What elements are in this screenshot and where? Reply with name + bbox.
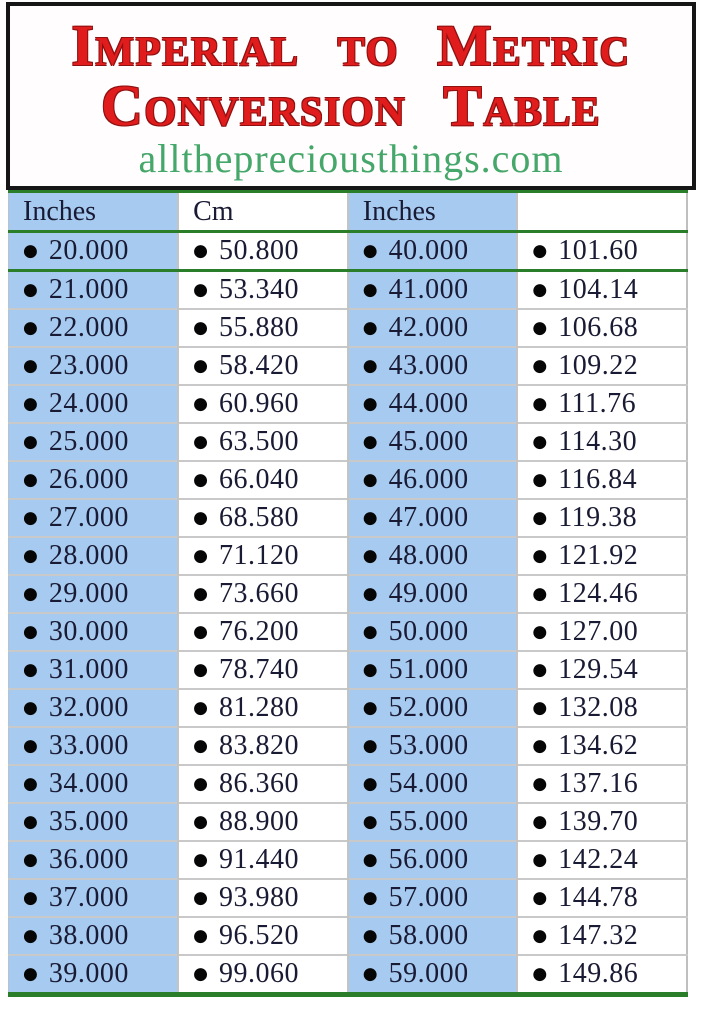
bullet-icon: ● [532, 888, 548, 908]
cell-value: 36.000 [48, 844, 129, 875]
bullet-icon: ● [532, 280, 548, 300]
cell-value: 96.520 [218, 920, 299, 951]
cell-value: 55.880 [218, 312, 299, 343]
table-row [9, 347, 688, 385]
bullet-icon: ● [23, 280, 38, 300]
inches-cell [9, 499, 179, 537]
bullet-icon: ● [23, 470, 38, 490]
bullet-icon: ● [23, 812, 38, 832]
cell-value: 60.960 [218, 388, 299, 419]
inches-cell [9, 651, 179, 689]
cell-value: 30.000 [48, 616, 129, 647]
bullet-icon: ● [362, 926, 378, 946]
table-row [9, 765, 688, 803]
bullet-icon: ● [362, 698, 378, 718]
cm-cell [178, 689, 348, 727]
cm-cell [517, 689, 687, 727]
bullet-icon: ● [362, 546, 378, 566]
cm-cell [178, 347, 348, 385]
inches-cell [9, 537, 179, 575]
cm-cell [178, 879, 348, 917]
website-text: allthepreciousthings.com [138, 136, 564, 181]
cm-cell [178, 803, 348, 841]
inches-cell [348, 955, 518, 995]
conversion-table-body [9, 232, 688, 995]
cm-cell [517, 803, 687, 841]
inches-cell [9, 727, 179, 765]
cm-cell [178, 423, 348, 461]
bullet-icon: ● [532, 356, 548, 376]
cm-cell [517, 879, 687, 917]
cell-value: 149.86 [558, 958, 639, 989]
inches-cell [348, 537, 518, 575]
table-row [9, 575, 688, 613]
cm-cell [178, 651, 348, 689]
col-header-inches-left: Inches [9, 192, 179, 232]
cell-value: 23.000 [48, 350, 129, 381]
cell-value: 50.800 [218, 235, 299, 266]
cell-value: 121.92 [558, 540, 639, 571]
cm-cell [178, 765, 348, 803]
bullet-icon: ● [362, 280, 378, 300]
bullet-icon: ● [23, 698, 38, 718]
bullet-icon: ● [532, 812, 548, 832]
cell-value: 29.000 [48, 578, 129, 609]
bullet-icon: ● [23, 432, 38, 452]
cell-value: 139.70 [558, 806, 639, 837]
inches-cell [348, 461, 518, 499]
cm-cell [178, 537, 348, 575]
bullet-icon: ● [193, 964, 208, 984]
bullet-icon: ● [362, 394, 378, 414]
bullet-icon: ● [532, 660, 548, 680]
inches-cell [348, 271, 518, 310]
cell-value: 31.000 [48, 654, 129, 685]
bullet-icon: ● [23, 660, 38, 680]
cm-cell [517, 423, 687, 461]
bullet-icon: ● [532, 470, 548, 490]
inches-cell [9, 423, 179, 461]
inches-cell [348, 727, 518, 765]
bullet-icon: ● [193, 812, 208, 832]
cm-cell [517, 765, 687, 803]
table-row [9, 537, 688, 575]
cell-value: 63.500 [218, 426, 299, 457]
bullet-icon: ● [193, 622, 208, 642]
bullet-icon: ● [362, 964, 378, 984]
bullet-icon: ● [532, 432, 548, 452]
cell-value: 56.000 [388, 844, 469, 875]
inches-cell [348, 575, 518, 613]
page-title-line1: Imperial to Metric [71, 13, 631, 78]
cell-value: 25.000 [48, 426, 129, 457]
cell-value: 26.000 [48, 464, 129, 495]
col-header-cm-left: Cm [178, 192, 348, 232]
bullet-icon: ● [193, 850, 208, 870]
cell-value: 41.000 [388, 274, 469, 305]
table-row [9, 309, 688, 347]
cell-value: 88.900 [218, 806, 299, 837]
bullet-icon: ● [193, 470, 208, 490]
cm-cell [178, 955, 348, 995]
cell-value: 48.000 [388, 540, 469, 571]
cell-value: 24.000 [48, 388, 129, 419]
bullet-icon: ● [193, 660, 208, 680]
cell-value: 68.580 [218, 502, 299, 533]
bullet-icon: ● [23, 888, 38, 908]
cm-cell [517, 271, 687, 310]
cm-cell [517, 841, 687, 879]
bullet-icon: ● [193, 888, 208, 908]
bullet-icon: ● [23, 584, 38, 604]
cell-value: 37.000 [48, 882, 129, 913]
col-header-cm-right [517, 192, 687, 232]
cell-value: 127.00 [558, 616, 639, 647]
cell-value: 51.000 [388, 654, 469, 685]
bullet-icon: ● [532, 774, 548, 794]
inches-cell [9, 879, 179, 917]
cm-cell [517, 461, 687, 499]
cell-value: 44.000 [388, 388, 469, 419]
cell-value: 45.000 [388, 426, 469, 457]
table-row [9, 689, 688, 727]
bullet-icon: ● [362, 660, 378, 680]
table-row [9, 385, 688, 423]
cm-cell [178, 271, 348, 310]
inches-cell [9, 232, 179, 271]
cm-cell [517, 955, 687, 995]
bullet-icon: ● [362, 584, 378, 604]
inches-cell [9, 765, 179, 803]
cm-cell [517, 613, 687, 651]
inches-cell [9, 575, 179, 613]
inches-cell [348, 841, 518, 879]
bullet-icon: ● [532, 546, 548, 566]
bullet-icon: ● [193, 394, 208, 414]
bullet-icon: ● [193, 356, 208, 376]
inches-cell [348, 423, 518, 461]
bullet-icon: ● [362, 850, 378, 870]
bullet-icon: ● [532, 508, 548, 528]
bullet-icon: ● [532, 584, 548, 604]
bullet-icon: ● [532, 964, 548, 984]
cm-cell [517, 537, 687, 575]
table-row [9, 879, 688, 917]
cell-value: 22.000 [48, 312, 129, 343]
cell-value: 21.000 [48, 274, 129, 305]
cell-value: 147.32 [558, 920, 639, 951]
bullet-icon: ● [532, 698, 548, 718]
cell-value: 54.000 [388, 768, 469, 799]
bullet-icon: ● [193, 318, 208, 338]
table-row [9, 271, 688, 310]
cm-cell [178, 841, 348, 879]
table-row [9, 613, 688, 651]
bullet-icon: ● [532, 394, 548, 414]
bullet-icon: ● [193, 736, 208, 756]
table-row [9, 917, 688, 955]
bullet-icon: ● [23, 394, 38, 414]
cell-value: 71.120 [218, 540, 299, 571]
cell-value: 144.78 [558, 882, 639, 913]
cell-value: 33.000 [48, 730, 129, 761]
table-row [9, 841, 688, 879]
cell-value: 43.000 [388, 350, 469, 381]
cell-value: 59.000 [388, 958, 469, 989]
inches-cell [348, 917, 518, 955]
bullet-icon: ● [532, 850, 548, 870]
inches-cell [9, 271, 179, 310]
cell-value: 58.420 [218, 350, 299, 381]
bullet-icon: ● [23, 318, 38, 338]
bullet-icon: ● [23, 356, 38, 376]
bullet-icon: ● [23, 964, 38, 984]
inches-cell [9, 955, 179, 995]
cell-value: 49.000 [388, 578, 469, 609]
page-title-line2: Conversion Table [101, 73, 601, 138]
cell-value: 114.30 [558, 426, 638, 457]
bullet-icon: ● [362, 888, 378, 908]
cell-value: 124.46 [558, 578, 639, 609]
cm-cell [517, 232, 687, 271]
cell-value: 129.54 [558, 654, 639, 685]
table-header-row [9, 192, 688, 232]
cell-value: 137.16 [558, 768, 639, 799]
cm-cell [178, 613, 348, 651]
conversion-table [8, 190, 688, 997]
inches-cell [9, 917, 179, 955]
bullet-icon: ● [193, 698, 208, 718]
cell-value: 47.000 [388, 502, 469, 533]
cell-value: 86.360 [218, 768, 299, 799]
cell-value: 53.000 [388, 730, 469, 761]
table-row [9, 803, 688, 841]
cell-value: 66.040 [218, 464, 299, 495]
bullet-icon: ● [193, 926, 208, 946]
inches-cell [9, 803, 179, 841]
bullet-icon: ● [193, 546, 208, 566]
cell-value: 58.000 [388, 920, 469, 951]
inches-cell [348, 385, 518, 423]
bullet-icon: ● [193, 280, 208, 300]
bullet-icon: ● [362, 432, 378, 452]
cell-value: 134.62 [558, 730, 639, 761]
inches-cell [348, 689, 518, 727]
bullet-icon: ● [362, 736, 378, 756]
bullet-icon: ● [532, 318, 548, 338]
cell-value: 57.000 [388, 882, 469, 913]
title-box [6, 2, 696, 190]
bullet-icon: ● [23, 546, 38, 566]
bullet-icon: ● [23, 241, 38, 261]
inches-cell [9, 613, 179, 651]
cell-value: 55.000 [388, 806, 469, 837]
cell-value: 40.000 [388, 235, 469, 266]
inches-cell [348, 613, 518, 651]
bullet-icon: ● [193, 241, 208, 261]
cm-cell [517, 575, 687, 613]
table-row [9, 955, 688, 995]
conversion-table-wrap [8, 190, 688, 997]
inches-cell [9, 689, 179, 727]
table-row [9, 461, 688, 499]
inches-cell [9, 309, 179, 347]
inches-cell [348, 879, 518, 917]
bullet-icon: ● [362, 774, 378, 794]
cell-value: 46.000 [388, 464, 469, 495]
cell-value: 39.000 [48, 958, 129, 989]
cm-cell [178, 385, 348, 423]
cell-value: 132.08 [558, 692, 639, 723]
cell-value: 109.22 [558, 350, 639, 381]
bullet-icon: ● [23, 926, 38, 946]
cell-value: 93.980 [218, 882, 299, 913]
inches-cell [348, 499, 518, 537]
inches-cell [348, 803, 518, 841]
inches-cell [348, 232, 518, 271]
cm-cell [178, 917, 348, 955]
cm-cell [517, 651, 687, 689]
bullet-icon: ● [532, 926, 548, 946]
inches-cell [348, 309, 518, 347]
inches-cell [9, 347, 179, 385]
bullet-icon: ● [362, 470, 378, 490]
cell-value: 20.000 [48, 235, 129, 266]
cell-value: 50.000 [388, 616, 469, 647]
cell-value: 99.060 [218, 958, 299, 989]
table-row [9, 499, 688, 537]
cm-cell [517, 385, 687, 423]
cm-cell [178, 727, 348, 765]
inches-cell [9, 385, 179, 423]
cm-cell [178, 309, 348, 347]
bullet-icon: ● [193, 508, 208, 528]
cell-value: 119.38 [558, 502, 638, 533]
table-row [9, 423, 688, 461]
cm-cell [178, 232, 348, 271]
bullet-icon: ● [23, 774, 38, 794]
cell-value: 116.84 [558, 464, 638, 495]
cell-value: 91.440 [218, 844, 299, 875]
bullet-icon: ● [193, 774, 208, 794]
cell-value: 78.740 [218, 654, 299, 685]
bullet-icon: ● [23, 736, 38, 756]
bullet-icon: ● [362, 241, 378, 261]
cell-value: 76.200 [218, 616, 299, 647]
cell-value: 83.820 [218, 730, 299, 761]
bullet-icon: ● [362, 622, 378, 642]
cell-value: 38.000 [48, 920, 129, 951]
cell-value: 27.000 [48, 502, 129, 533]
cell-value: 34.000 [48, 768, 129, 799]
cm-cell [517, 917, 687, 955]
cell-value: 101.60 [558, 235, 639, 266]
cm-cell [178, 461, 348, 499]
cell-value: 111.76 [558, 388, 637, 419]
cm-cell [178, 575, 348, 613]
bullet-icon: ● [532, 622, 548, 642]
inches-cell [348, 651, 518, 689]
page [0, 2, 702, 997]
cell-value: 42.000 [388, 312, 469, 343]
cell-value: 104.14 [558, 274, 639, 305]
cell-value: 81.280 [218, 692, 299, 723]
bullet-icon: ● [193, 432, 208, 452]
bullet-icon: ● [532, 736, 548, 756]
cell-value: 73.660 [218, 578, 299, 609]
col-header-inches-right: Inches [348, 192, 518, 232]
cell-value: 142.24 [558, 844, 639, 875]
bullet-icon: ● [362, 508, 378, 528]
bullet-icon: ● [23, 508, 38, 528]
inches-cell [9, 841, 179, 879]
inches-cell [348, 765, 518, 803]
bullet-icon: ● [193, 584, 208, 604]
bullet-icon: ● [23, 622, 38, 642]
bullet-icon: ● [362, 812, 378, 832]
cm-cell [178, 499, 348, 537]
cell-value: 28.000 [48, 540, 129, 571]
bullet-icon: ● [532, 241, 548, 261]
bullet-icon: ● [23, 850, 38, 870]
cm-cell [517, 309, 687, 347]
cm-cell [517, 499, 687, 537]
table-row [9, 651, 688, 689]
table-row [9, 232, 688, 271]
cell-value: 53.340 [218, 274, 299, 305]
cell-value: 106.68 [558, 312, 639, 343]
bullet-icon: ● [362, 356, 378, 376]
cm-cell [517, 347, 687, 385]
cm-cell [517, 727, 687, 765]
cell-value: 52.000 [388, 692, 469, 723]
table-row [9, 727, 688, 765]
cell-value: 35.000 [48, 806, 129, 837]
inches-cell [9, 461, 179, 499]
cell-value: 32.000 [48, 692, 129, 723]
inches-cell [348, 347, 518, 385]
bullet-icon: ● [362, 318, 378, 338]
